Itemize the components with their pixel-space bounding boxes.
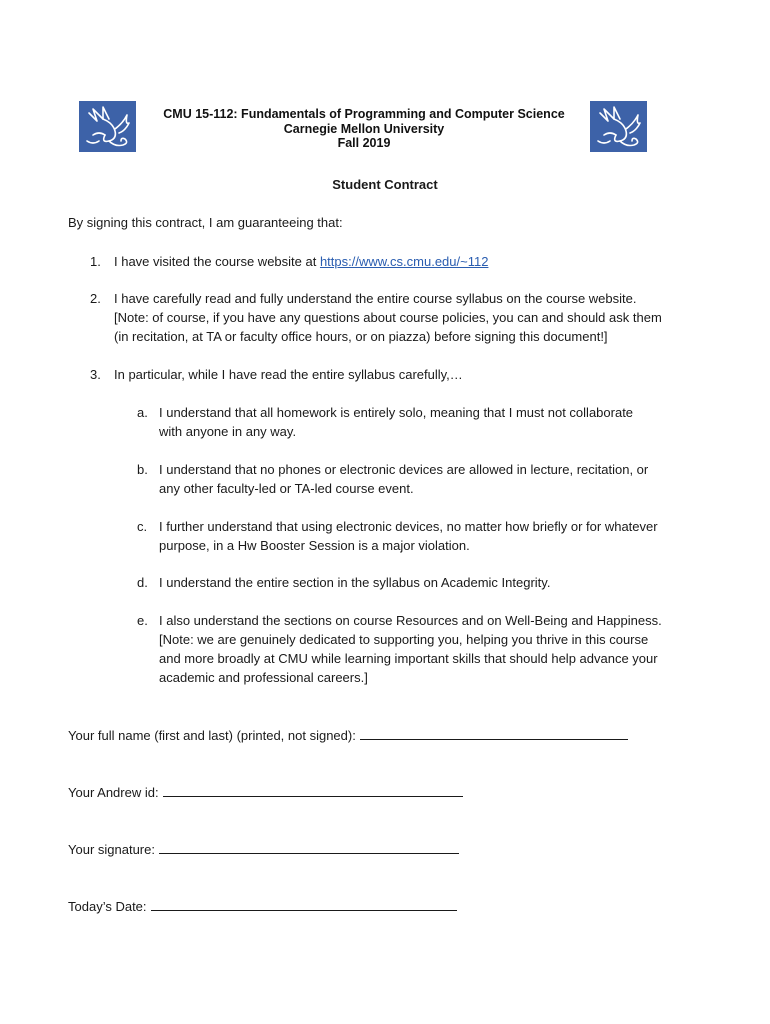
list-marker: 3. [90,367,101,382]
signature-label: Your signature: [68,842,155,857]
sub-item-line: I understand that no phones or electronic devices are allowed in lecture, recitation, or [159,462,649,477]
list-item-line: I have carefully read and fully understand the entire course syllabus on the course website. [114,291,637,306]
list-item-line: In particular, while I have read the entire syllabus carefully,… [114,367,463,382]
sub-item-line: I understand the entire section in the syllabus on Academic Integrity. [159,575,551,590]
document-title: Student Contract [332,177,438,192]
sub-item-line: I further understand that using electronic devices, no matter how briefly or for whatever [159,519,658,534]
sub-item-line: purpose, in a Hw Booster Session is a major violation. [159,538,470,553]
signature-field [68,839,459,859]
andrew-id-label: Your Andrew id: [68,785,159,800]
sub-list-marker: b. [137,462,148,477]
course-title: CMU 15-112: Fundamentals of Programming and Computer Science [163,107,565,121]
intro-text: By signing this contract, I am guaranteeing that: [68,215,343,230]
sub-list-marker: a. [137,405,148,420]
university-name: Carnegie Mellon University [283,121,445,136]
list-item-line: (in recitation, at TA or faculty office hours, or on piazza) before signing this document!] [114,329,608,344]
list-marker: 1. [90,254,101,269]
full-name-blank[interactable] [360,725,628,740]
date-blank[interactable] [151,896,457,911]
sub-list-marker: c. [137,519,148,534]
date-label: Today’s Date: [68,899,147,914]
sub-item-line: with anyone in any way. [159,424,297,439]
sub-item-line: any other faculty-led or TA-led course event. [159,481,414,496]
date-field [68,896,457,916]
andrew-id-field [68,782,463,802]
sub-item-line: I also understand the sections on course Resources and on Well-Being and Happiness. [159,613,662,628]
sub-list-marker: e. [137,613,148,628]
list-item-text: I have visited the course website at [114,254,320,269]
sub-list-marker: d. [137,575,148,590]
sub-item-line: I understand that all homework is entirely solo, meaning that I must not collaborate [159,405,634,420]
course-website-link[interactable]: https://www.cs.cmu.edu/~112 [319,254,489,269]
full-name-label: Your full name (first and last) (printed, not signed): [68,728,356,743]
dragon-logo-icon [590,101,647,152]
signature-blank[interactable] [159,839,459,854]
course-header [148,107,580,151]
list-item-line: [Note: of course, if you have any questions about course policies, you can and should ask them [114,310,662,325]
sub-item-line: academic and professional careers.] [159,670,368,685]
dragon-logo-icon [79,101,136,152]
sub-item-line: [Note: we are genuinely dedicated to supporting you, helping you thrive in this course [159,632,649,647]
sub-item-line: and more broadly at CMU while learning important skills that should help advance your [159,651,658,666]
andrew-id-blank[interactable] [163,782,463,797]
full-name-field [68,725,628,745]
list-marker: 2. [90,291,101,306]
semester: Fall 2019 [337,136,391,150]
